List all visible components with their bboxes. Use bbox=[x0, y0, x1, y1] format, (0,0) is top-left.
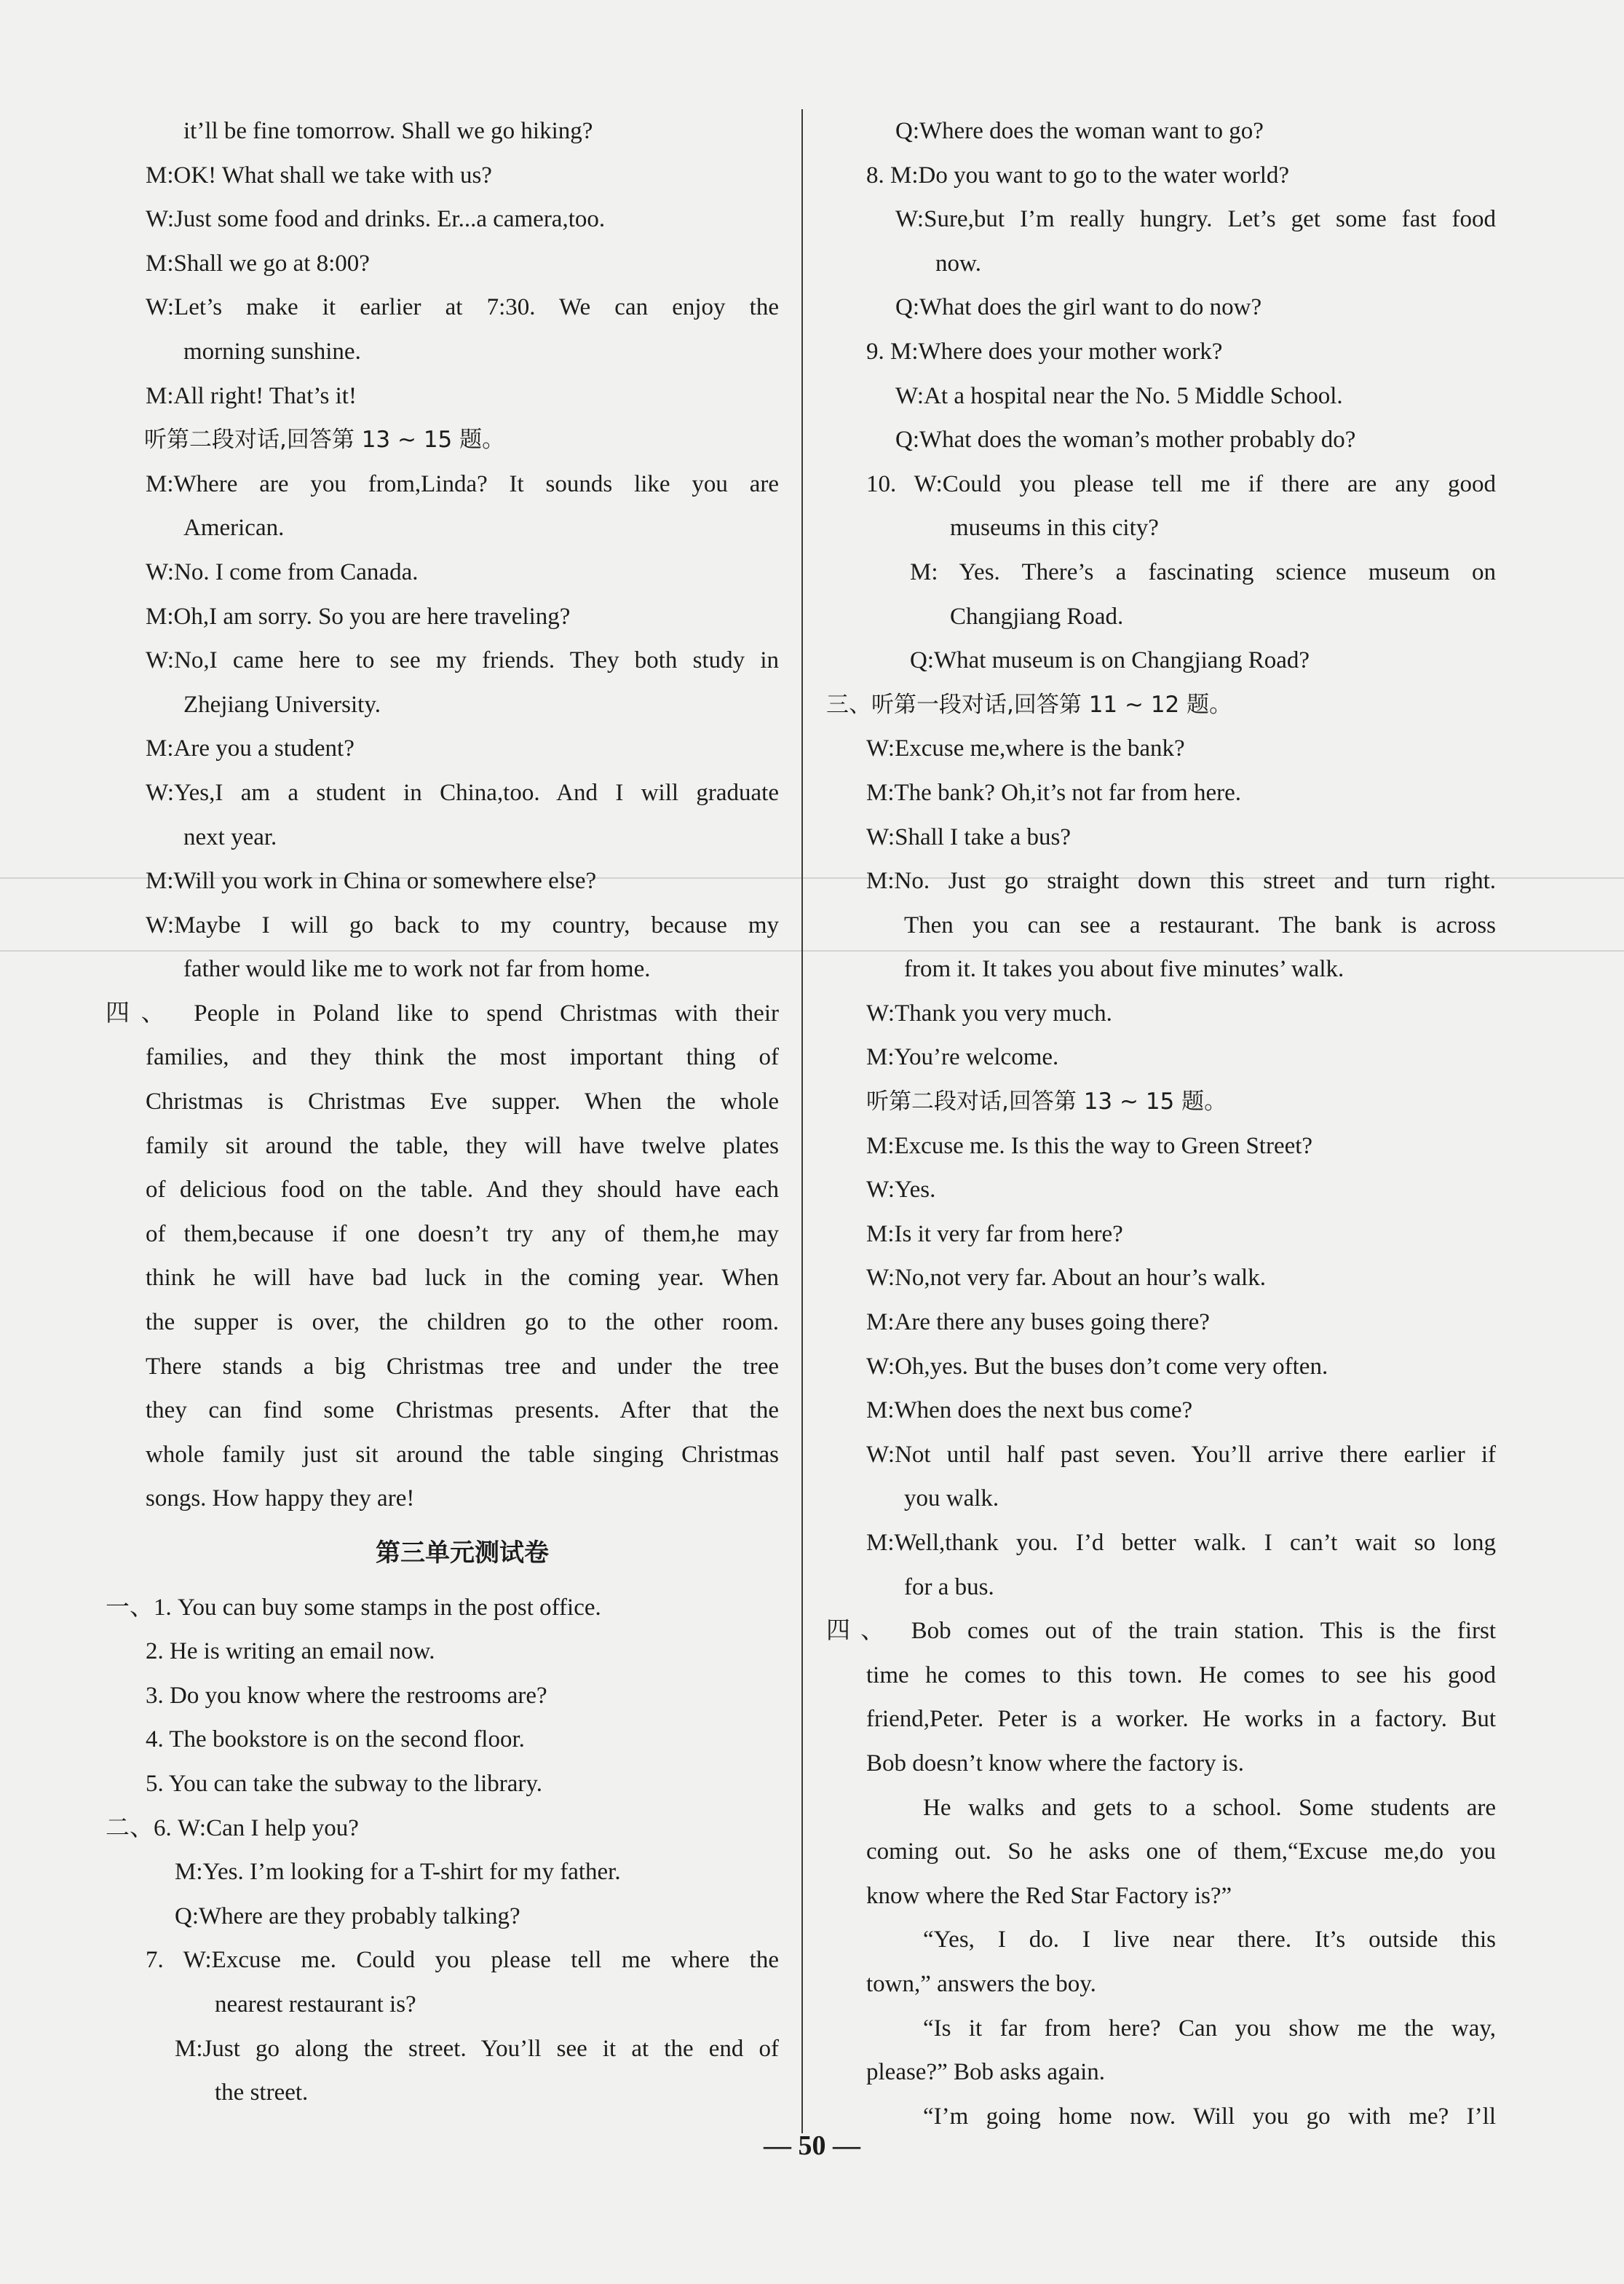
text-line: M:Excuse me. Is this the way to Green Street? bbox=[866, 1132, 1313, 1159]
text-line: M:No. Just go straight down this street and turn right. bbox=[866, 868, 1496, 895]
text-line: “I’m going home now. Will you go with me? I’ll bbox=[923, 2103, 1496, 2130]
text-line: There stands a big Christmas tree and under the tree bbox=[146, 1353, 779, 1380]
text-line: M:All right! That’s it! bbox=[146, 382, 357, 409]
page-number: — 50 — bbox=[764, 2130, 860, 2161]
text-line: 10. W:Could you please tell me if there are any good bbox=[866, 470, 1496, 497]
text-line: 3. Do you know where the restrooms are? bbox=[146, 1682, 547, 1709]
text-line: M:You’re welcome. bbox=[866, 1044, 1059, 1071]
text-line: Q:What does the girl want to do now? bbox=[895, 294, 1262, 321]
text-line: M:Where are you from,Linda? It sounds like you are bbox=[146, 470, 779, 497]
text-line: 听第二段对话,回答第 13 ~ 15 题。 bbox=[866, 1088, 1227, 1115]
text-line: W:No. I come from Canada. bbox=[146, 558, 419, 585]
text-line: 一、1. You can buy some stamps in the post office. bbox=[106, 1594, 601, 1621]
text-line: morning sunshine. bbox=[183, 338, 361, 365]
text-line: 四、 People in Poland like to spend Christmas with their bbox=[106, 1000, 779, 1027]
text-line: Q:Where does the woman want to go? bbox=[895, 118, 1264, 144]
text-line: 7. W:Excuse me. Could you please tell me where the bbox=[146, 1947, 779, 1974]
text-line: M:When does the next bus come? bbox=[866, 1397, 1193, 1424]
text-line: M:The bank? Oh,it’s not far from here. bbox=[866, 779, 1242, 806]
text-line: friend,Peter. Peter is a worker. He works in a factory. But bbox=[866, 1706, 1496, 1733]
text-line: W:At a hospital near the No. 5 Middle School. bbox=[895, 382, 1343, 409]
text-line: W:Let’s make it earlier at 7:30. We can enjoy the bbox=[146, 294, 779, 321]
text-line: He walks and gets to a school. Some students are bbox=[923, 1794, 1496, 1821]
text-line: W:Not until half past seven. You’ll arrive there earlier if bbox=[866, 1441, 1496, 1468]
text-line: W:Shall I take a bus? bbox=[866, 823, 1072, 850]
text-line: W:Excuse me,where is the bank? bbox=[866, 735, 1185, 762]
right-text-block bbox=[826, 109, 1496, 2138]
text-line: 8. M:Do you want to go to the water world? bbox=[866, 162, 1290, 189]
text-line: think he will have bad luck in the coming year. When bbox=[146, 1265, 779, 1292]
text-line: you walk. bbox=[904, 1485, 999, 1512]
text-line: the supper is over, the children go to the other room. bbox=[146, 1309, 779, 1336]
text-line: M:OK! What shall we take with us? bbox=[146, 162, 492, 189]
text-line: M:Will you work in China or somewhere else? bbox=[146, 868, 597, 895]
text-line: Changjiang Road. bbox=[950, 603, 1124, 630]
text-line: 二、6. W:Can I help you? bbox=[106, 1814, 359, 1841]
text-line: Bob doesn’t know where the factory is. bbox=[866, 1750, 1245, 1777]
text-line: W:No,I came here to see my friends. They both study in bbox=[146, 647, 779, 674]
text-line: nearest restaurant is? bbox=[215, 1991, 416, 2018]
text-line: of delicious food on the table. And they should have each bbox=[146, 1177, 779, 1204]
text-line: Q:What museum is on Changjiang Road? bbox=[910, 647, 1310, 674]
text-line: they can find some Christmas presents. After that the bbox=[146, 1397, 779, 1424]
text-line: songs. How happy they are! bbox=[146, 1485, 415, 1512]
text-line: 四、 Bob comes out of the train station. This is the first bbox=[826, 1618, 1496, 1645]
text-line: W:Just some food and drinks. Er...a camera,too. bbox=[146, 206, 606, 233]
text-line: of them,because if one doesn’t try any of them,he may bbox=[146, 1220, 779, 1247]
text-line: 三、听第一段对话,回答第 11 ~ 12 题。 bbox=[826, 691, 1232, 718]
text-line: next year. bbox=[183, 823, 277, 850]
text-line: it’ll be fine tomorrow. Shall we go hiking? bbox=[183, 118, 593, 144]
text-line: W:Thank you very much. bbox=[866, 1000, 1112, 1027]
left-text-block-2 bbox=[106, 1586, 779, 2115]
text-line: time he comes to this town. He comes to see his good bbox=[866, 1661, 1496, 1688]
text-line: W:Maybe I will go back to my country, because my bbox=[146, 912, 779, 939]
text-line: now. bbox=[935, 250, 981, 277]
text-line: 9. M:Where does your mother work? bbox=[866, 338, 1223, 365]
text-line: Zhejiang University. bbox=[183, 691, 381, 718]
text-line: coming out. So he asks one of them,“Excuse me,do you bbox=[866, 1838, 1496, 1865]
text-line: “Is it far from here? Can you show me the way, bbox=[923, 2015, 1496, 2042]
text-line: Christmas is Christmas Eve supper. When the whole bbox=[146, 1088, 779, 1115]
text-line: Then you can see a restaurant. The bank is across bbox=[904, 912, 1496, 939]
text-line: father would like me to work not far from home. bbox=[183, 956, 651, 983]
column-divider bbox=[801, 109, 803, 2133]
text-line: families, and they think the most important thing of bbox=[146, 1044, 779, 1071]
text-line: W:Yes. bbox=[866, 1177, 936, 1204]
text-line: Q:What does the woman’s mother probably do? bbox=[895, 427, 1356, 454]
text-line: 5. You can take the subway to the library. bbox=[146, 1770, 542, 1797]
text-line: M:Oh,I am sorry. So you are here traveling? bbox=[146, 603, 571, 630]
text-line: M:Yes. I’m looking for a T-shirt for my father. bbox=[175, 1859, 621, 1886]
text-line: American. bbox=[183, 515, 285, 542]
text-line: whole family just sit around the table singing Christmas bbox=[146, 1441, 779, 1468]
text-line: for a bus. bbox=[904, 1573, 994, 1600]
text-line: the street. bbox=[215, 2079, 309, 2106]
text-line: “Yes, I do. I live near there. It’s outside this bbox=[923, 1927, 1496, 1953]
text-line: Q:Where are they probably talking? bbox=[175, 1902, 520, 1929]
text-line: 2. He is writing an email now. bbox=[146, 1638, 435, 1665]
text-line: M:Are there any buses going there? bbox=[866, 1309, 1210, 1336]
text-line: from it. It takes you about five minutes’ walk. bbox=[904, 956, 1344, 983]
text-line: W:Yes,I am a student in China,too. And I will graduate bbox=[146, 779, 779, 806]
text-line: M:Well,thank you. I’d better walk. I can’t wait so long bbox=[866, 1530, 1496, 1556]
text-line: town,” answers the boy. bbox=[866, 1970, 1096, 1997]
text-line: W:No,not very far. About an hour’s walk. bbox=[866, 1265, 1266, 1292]
text-line: family sit around the table, they will have twelve plates bbox=[146, 1132, 779, 1159]
section-title: 第三单元测试卷 bbox=[376, 1538, 549, 1568]
text-line: museums in this city? bbox=[950, 515, 1159, 542]
text-line: M: Yes. There’s a fascinating science museum on bbox=[910, 558, 1496, 585]
text-line: W:Sure,but I’m really hungry. Let’s get some fast food bbox=[895, 206, 1496, 233]
text-line: 4. The bookstore is on the second floor. bbox=[146, 1726, 525, 1753]
text-line: M:Is it very far from here? bbox=[866, 1220, 1123, 1247]
right-column bbox=[826, 109, 1496, 2138]
text-line: M:Are you a student? bbox=[146, 735, 354, 762]
text-line: W:Oh,yes. But the buses don’t come very often. bbox=[866, 1353, 1328, 1380]
text-line: know where the Red Star Factory is?” bbox=[866, 1882, 1232, 1909]
text-line: M:Just go along the street. You’ll see it at the end of bbox=[175, 2035, 779, 2062]
left-text-block bbox=[106, 109, 779, 1521]
text-line: 听第二段对话,回答第 13 ~ 15 题。 bbox=[144, 427, 505, 454]
left-column bbox=[106, 109, 779, 2115]
text-line: M:Shall we go at 8:00? bbox=[146, 250, 370, 277]
text-line: please?” Bob asks again. bbox=[866, 2059, 1106, 2086]
